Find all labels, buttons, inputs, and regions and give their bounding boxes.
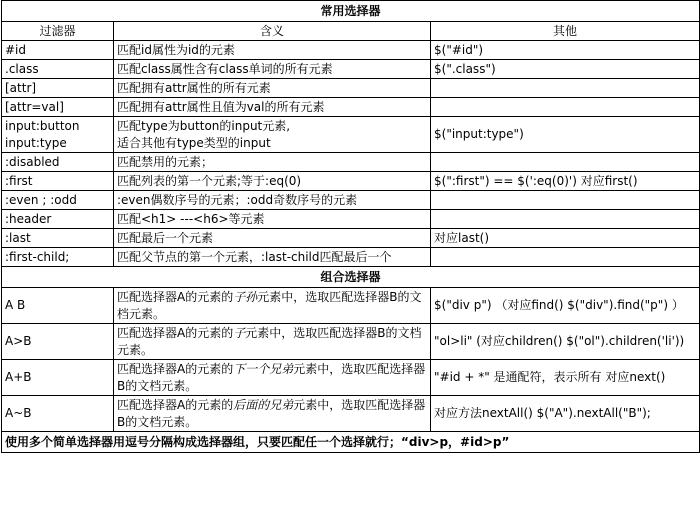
- meaning-cell: [114, 360, 431, 396]
- other-cell: "#id + *" 是通配符，表示所有 对应next(): [431, 360, 700, 396]
- meaning-cell: [114, 324, 431, 360]
- other-cell: [431, 153, 700, 172]
- table-row: [2, 41, 700, 60]
- table-row: [2, 360, 700, 396]
- relation-emphasis: 下一个兄弟: [233, 361, 294, 376]
- other-cell: $("#id"): [431, 41, 700, 60]
- table-row: [2, 117, 700, 153]
- meaning-cell: [114, 117, 431, 153]
- meaning-text: 匹配选择器A的元素的: [117, 289, 234, 304]
- other-cell: $(":first") == $(':eq(0)') 对应first(): [431, 172, 700, 191]
- other-cell: [431, 248, 700, 267]
- filter-cell: [attr=val]: [2, 98, 114, 117]
- meaning-cell: 匹配<h1> ---<h6>等元素: [114, 210, 431, 229]
- meaning-text: 元素中，选取匹配选择器B的文档元素。: [117, 289, 422, 321]
- other-cell: "ol>li" (对应children() $("ol").children('li')): [431, 324, 700, 360]
- other-cell: $("input:type"): [431, 117, 700, 153]
- meaning-cell: [114, 288, 431, 324]
- selector-table: [1, 0, 700, 453]
- meaning-cell: 匹配父节点的第一个元素，:last-child匹配最后一个: [114, 248, 431, 267]
- meaning-text: 匹配选择器A的元素的: [117, 325, 234, 340]
- table-row: [2, 153, 700, 172]
- section-title-combo: 组合选择器: [2, 267, 700, 288]
- table-row: [2, 396, 700, 432]
- meaning-cell: 匹配拥有attr属性且值为val的所有元素: [114, 98, 431, 117]
- filter-cell: :header: [2, 210, 114, 229]
- meaning-cell: [114, 396, 431, 432]
- meaning-cell: 匹配class属性含有class单词的所有元素: [114, 60, 431, 79]
- table-row: [2, 172, 700, 191]
- meaning-cell: 匹配拥有attr属性的所有元素: [114, 79, 431, 98]
- filter-cell: :first-child;: [2, 248, 114, 267]
- other-cell: [431, 191, 700, 210]
- filter-cell: :even ; :odd: [2, 191, 114, 210]
- section-title-row: [2, 267, 700, 288]
- filter-cell: :disabled: [2, 153, 114, 172]
- other-cell: $("div p") （对应find() $("div").find("p") ）: [431, 288, 700, 324]
- table-row: [2, 79, 700, 98]
- other-cell: [431, 79, 700, 98]
- relation-emphasis: 子: [233, 325, 246, 340]
- table-row: [2, 210, 700, 229]
- meaning-text: 元素中，选取匹配选择器B的文档元素。: [117, 397, 426, 429]
- filter-cell: :last: [2, 229, 114, 248]
- other-cell: [431, 98, 700, 117]
- other-cell: 对应方法nextAll() $("A").nextAll("B");: [431, 396, 700, 432]
- filter-text: input:type: [5, 135, 67, 150]
- meaning-text: 元素中，选取匹配选择器B的文档元素。: [117, 361, 426, 393]
- filter-cell: A B: [2, 288, 114, 324]
- filter-cell: A~B: [2, 396, 114, 432]
- header-filter: 过滤器: [2, 22, 114, 41]
- filter-cell: :first: [2, 172, 114, 191]
- meaning-text: 匹配type为button的input元素,: [117, 118, 291, 133]
- other-cell: $(".class"): [431, 60, 700, 79]
- filter-cell: A>B: [2, 324, 114, 360]
- header-meaning: 含义: [114, 22, 431, 41]
- footer-row: [2, 432, 700, 453]
- footer-note: 使用多个简单选择器用逗号分隔构成选择器组，只要匹配任一个选择就行；“div>p，#id>p”: [2, 432, 700, 453]
- filter-cell: [2, 117, 114, 153]
- table-row: [2, 248, 700, 267]
- table-row: [2, 324, 700, 360]
- meaning-text: 匹配选择器A的元素的: [117, 397, 234, 412]
- filter-cell: #id: [2, 41, 114, 60]
- meaning-cell: :even偶数序号的元素；:odd奇数序号的元素: [114, 191, 431, 210]
- table-row: [2, 288, 700, 324]
- filter-cell: A+B: [2, 360, 114, 396]
- other-cell: [431, 210, 700, 229]
- filter-cell: [attr]: [2, 79, 114, 98]
- meaning-text: 元素中，选取匹配选择器B的文档元素。: [117, 325, 422, 357]
- meaning-cell: 匹配列表的第一个元素;等于:eq(0): [114, 172, 431, 191]
- table-row: [2, 229, 700, 248]
- header-other: 其他: [431, 22, 700, 41]
- table-row: [2, 60, 700, 79]
- filter-cell: .class: [2, 60, 114, 79]
- meaning-text: 匹配选择器A的元素的: [117, 361, 234, 376]
- relation-emphasis: 子孙: [233, 289, 258, 304]
- header-row: [2, 22, 700, 41]
- meaning-text: 适合其他有type类型的input: [117, 135, 271, 150]
- meaning-cell: 匹配最后一个元素: [114, 229, 431, 248]
- section-title-common: 常用选择器: [2, 1, 700, 22]
- relation-emphasis: 后面的兄弟: [233, 397, 294, 412]
- meaning-cell: 匹配id属性为id的元素: [114, 41, 431, 60]
- other-cell: 对应last(): [431, 229, 700, 248]
- section-title-row: [2, 1, 700, 22]
- meaning-cell: 匹配禁用的元素；: [114, 153, 431, 172]
- filter-text: input:button: [5, 118, 80, 133]
- table-row: [2, 98, 700, 117]
- table-row: [2, 191, 700, 210]
